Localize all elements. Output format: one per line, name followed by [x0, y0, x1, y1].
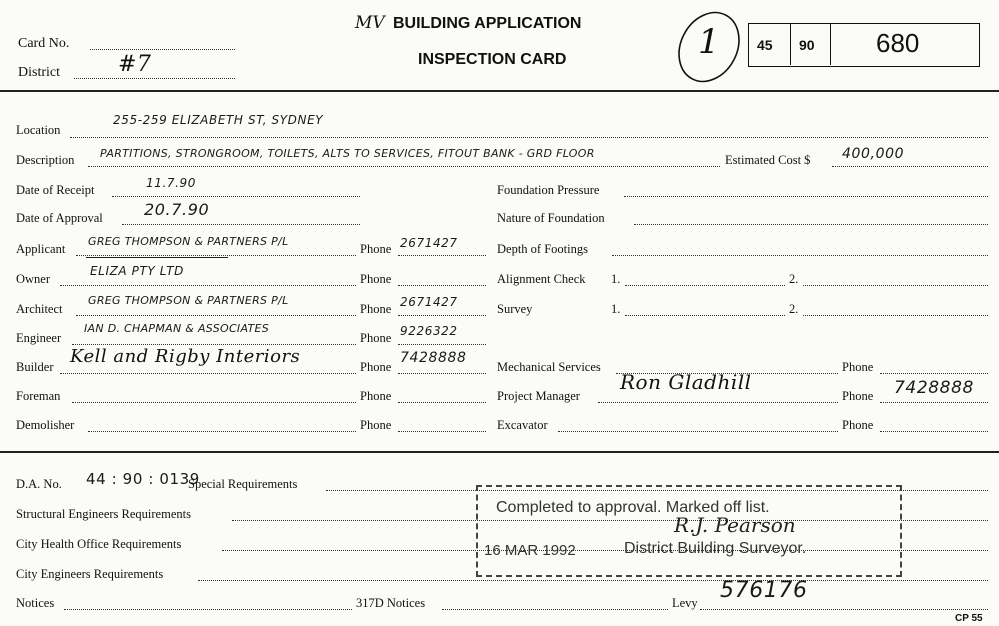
card-no-line	[90, 49, 235, 50]
ref-box-c: 680	[876, 28, 920, 58]
location-line	[70, 137, 988, 138]
notices-label: Notices	[16, 596, 55, 610]
owner-value: ELIZA PTY LTD	[90, 264, 185, 278]
depth-footings-line	[612, 255, 988, 256]
levy-line	[700, 609, 988, 610]
structural-label: Structural Engineers Requirements	[16, 507, 191, 521]
alignment-num1: 1.	[611, 272, 621, 286]
survey-label: Survey	[497, 302, 533, 316]
approval-stamp	[476, 485, 902, 577]
title-line2: INSPECTION CARD	[418, 51, 567, 68]
notices-line	[64, 609, 352, 610]
project-manager-phone-line	[880, 402, 988, 403]
project-manager-phone-label: Phone	[842, 389, 874, 403]
builder-phone-label: Phone	[360, 360, 392, 374]
city-eng-line	[198, 580, 988, 581]
survey-num2: 2.	[789, 302, 799, 316]
survey-num1: 1.	[611, 302, 621, 316]
architect-value: GREG THOMPSON & PARTNERS P/L	[88, 294, 289, 307]
excavator-phone-label: Phone	[842, 418, 874, 432]
applicant-line	[76, 255, 356, 256]
architect-phone: 2671427	[400, 295, 458, 309]
demolisher-label: Demolisher	[16, 418, 75, 432]
ref-divider-2	[830, 23, 831, 65]
description-line	[88, 166, 720, 167]
date-approval-line	[122, 224, 360, 225]
alignment-line1	[625, 285, 785, 286]
engineer-phone-line	[398, 344, 486, 345]
engineer-line	[72, 344, 356, 345]
da-value: 44 : 90 : 0139	[86, 470, 200, 488]
description-label: Description	[16, 153, 75, 167]
foreman-phone-line	[398, 402, 486, 403]
depth-footings-label: Depth of Footings	[497, 242, 588, 256]
demolisher-phone-label: Phone	[360, 418, 392, 432]
foreman-line	[72, 402, 356, 403]
architect-phone-label: Phone	[360, 302, 392, 316]
title-line1: BUILDING APPLICATION	[393, 15, 582, 32]
district-value: #7	[118, 52, 152, 77]
header-divider	[0, 90, 999, 92]
applicant-value: GREG THOMPSON & PARTNERS P/L	[88, 235, 289, 248]
survey-line2	[803, 315, 988, 316]
excavator-phone-line	[880, 431, 988, 432]
mechanical-label: Mechanical Services	[497, 360, 601, 374]
alignment-label: Alignment Check	[497, 272, 586, 286]
estimated-cost-line	[832, 166, 988, 167]
architect-line	[76, 315, 356, 316]
health-label: City Health Office Requirements	[16, 537, 182, 551]
foreman-label: Foreman	[16, 389, 61, 403]
engineer-label: Engineer	[16, 331, 62, 345]
city-eng-label: City Engineers Requirements	[16, 567, 164, 581]
survey-line1	[625, 315, 785, 316]
alignment-num2: 2.	[789, 272, 799, 286]
applicant-phone: 2671427	[400, 236, 458, 250]
card-no-label: Card No.	[18, 36, 70, 51]
builder-line	[60, 373, 356, 374]
lower-divider	[0, 451, 999, 453]
engineer-phone: 9226322	[400, 324, 458, 338]
owner-label: Owner	[16, 272, 51, 286]
alignment-line2	[803, 285, 988, 286]
ref-box-a: 45	[757, 37, 773, 53]
architect-label: Architect	[16, 302, 63, 316]
stamp-role: District Building Surveyor.	[624, 540, 807, 557]
stamp-signature: R.J. Pearson	[674, 513, 796, 537]
mv-mark: MV	[355, 13, 385, 33]
circled-number: 1	[698, 22, 721, 62]
applicant-phone-line	[398, 255, 486, 256]
foreman-phone-label: Phone	[360, 389, 392, 403]
project-manager-label: Project Manager	[497, 389, 580, 403]
project-manager-phone: 7428888	[894, 378, 974, 398]
owner-phone-line	[398, 285, 486, 286]
date-approval-label: Date of Approval	[16, 211, 103, 225]
district-label: District	[18, 65, 60, 80]
notices-317-line	[442, 609, 668, 610]
applicant-underline	[86, 257, 228, 258]
form-code: CP 55	[955, 613, 983, 624]
owner-line	[60, 285, 356, 286]
applicant-label: Applicant	[16, 242, 66, 256]
notices-317-label: 317D Notices	[356, 596, 426, 610]
reference-box	[748, 23, 980, 67]
nature-foundation-line	[634, 224, 988, 225]
location-value: 255-259 ELIZABETH ST, SYDNEY	[113, 113, 324, 127]
date-receipt-line	[112, 196, 360, 197]
builder-phone-line	[398, 373, 486, 374]
builder-label: Builder	[16, 360, 54, 374]
applicant-phone-label: Phone	[360, 242, 392, 256]
estimated-cost-value: 400,000	[842, 146, 905, 162]
stamp-date: 16 MAR 1992	[484, 542, 576, 559]
ref-box-b: 90	[799, 37, 815, 53]
nature-foundation-label: Nature of Foundation	[497, 211, 605, 225]
demolisher-phone-line	[398, 431, 486, 432]
project-manager-line	[598, 402, 838, 403]
ref-divider-1	[790, 23, 791, 65]
owner-phone-label: Phone	[360, 272, 392, 286]
special-label: Special Requirements	[188, 477, 298, 491]
builder-phone: 7428888	[400, 350, 467, 366]
mechanical-phone-line	[880, 373, 988, 374]
foundation-pressure-label: Foundation Pressure	[497, 183, 600, 197]
levy-value: 576176	[720, 578, 808, 603]
da-label: D.A. No.	[16, 477, 62, 491]
foundation-pressure-line	[624, 196, 988, 197]
mechanical-phone-label: Phone	[842, 360, 874, 374]
description-value: PARTITIONS, STRONGROOM, TOILETS, ALTS TO SERVICES, FITOUT BANK - GRD FLOOR	[100, 147, 595, 160]
stamp-line1: Completed to approval. Marked off list.	[496, 499, 770, 516]
engineer-value: IAN D. CHAPMAN & ASSOCIATES	[84, 322, 270, 335]
date-receipt-label: Date of Receipt	[16, 183, 95, 197]
district-line	[74, 78, 235, 79]
architect-phone-line	[398, 315, 486, 316]
builder-value: Kell and Rigby Interiors	[70, 346, 301, 367]
date-approval-value: 20.7.90	[144, 200, 210, 219]
project-manager-value: Ron Gladhill	[620, 370, 752, 394]
levy-label: Levy	[672, 596, 698, 610]
excavator-line	[558, 431, 838, 432]
excavator-label: Excavator	[497, 418, 548, 432]
date-receipt-value: 11.7.90	[146, 176, 197, 190]
location-label: Location	[16, 123, 61, 137]
engineer-phone-label: Phone	[360, 331, 392, 345]
estimated-cost-label: Estimated Cost $	[725, 153, 811, 167]
demolisher-line	[88, 431, 356, 432]
